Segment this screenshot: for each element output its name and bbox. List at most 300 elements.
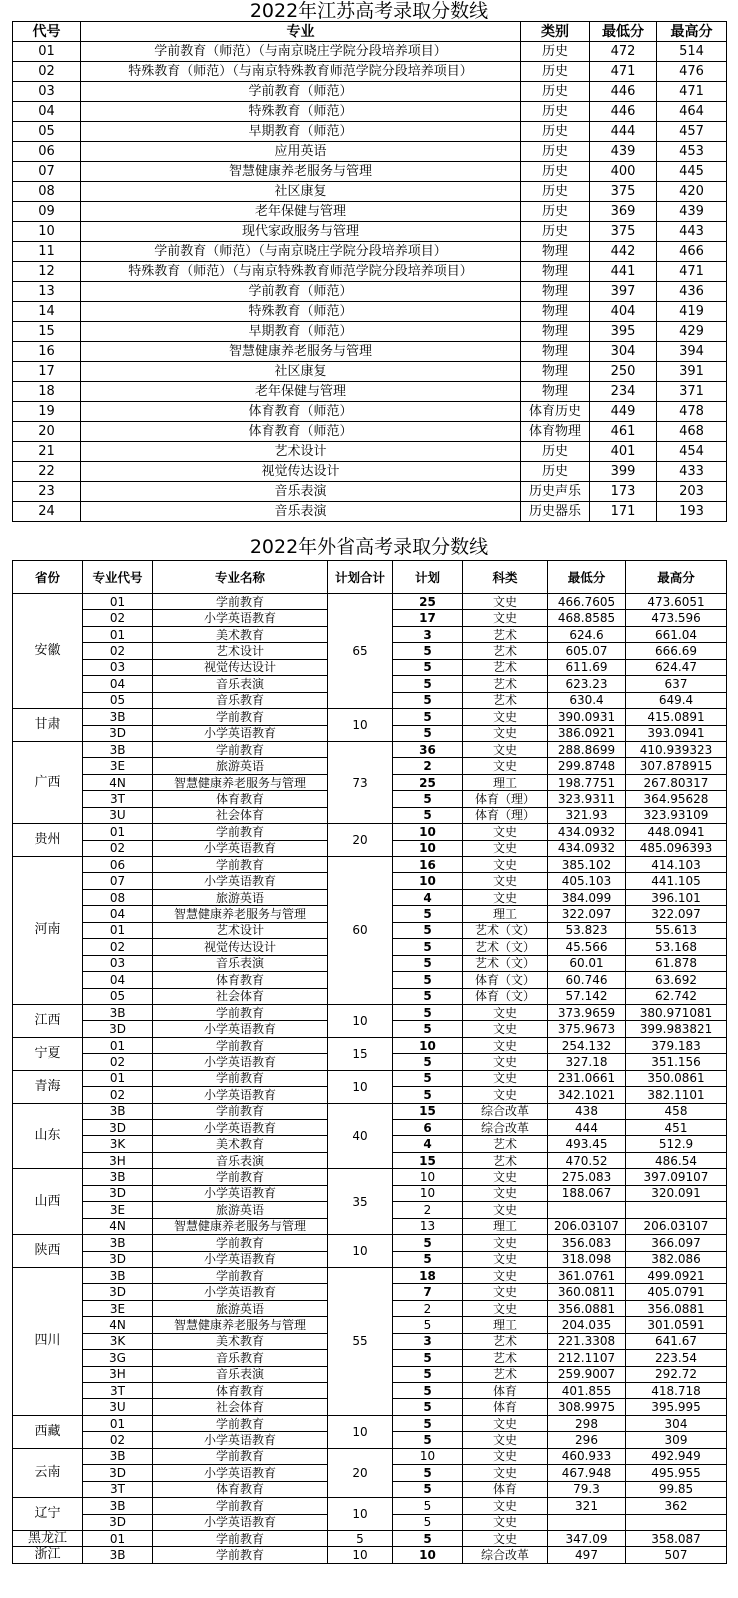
major-name-cell: 学前教育 <box>153 1103 328 1119</box>
major-code-cell: 03 <box>83 955 153 971</box>
major-code-cell: 3D <box>83 1514 153 1530</box>
major-code-cell: 04 <box>83 676 153 692</box>
category-cell: 物理 <box>521 342 590 362</box>
code-cell: 20 <box>13 422 81 442</box>
min-score-cell: 466.7605 <box>548 594 626 610</box>
header-min-score: 最低分 <box>590 22 657 42</box>
major-code-cell: 3H <box>83 1366 153 1382</box>
table-row <box>13 1235 727 1251</box>
category-cell: 历史 <box>521 462 590 482</box>
major-name-cell: 学前教育 <box>153 1169 328 1185</box>
major-cell: 视觉传达设计 <box>81 462 521 482</box>
major-code-cell: 08 <box>83 889 153 905</box>
table-row <box>13 1004 727 1020</box>
major-cell: 应用英语 <box>81 142 521 162</box>
major-code-cell: 3B <box>83 1235 153 1251</box>
major-code-cell: 01 <box>83 1070 153 1086</box>
min-score-cell: 434.0932 <box>548 840 626 856</box>
major-code-cell: 3U <box>83 807 153 823</box>
subject-type-cell: 文史 <box>463 1514 548 1530</box>
table-row <box>13 262 727 282</box>
table-row <box>13 1448 727 1464</box>
max-score-cell <box>626 1202 727 1218</box>
table-row <box>13 82 727 102</box>
major-code-cell: 3B <box>83 1498 153 1514</box>
max-score-cell: 206.03107 <box>626 1218 727 1234</box>
subject-type-cell: 体育 <box>463 1399 548 1415</box>
min-score-cell: 373.9659 <box>548 1004 626 1020</box>
plan-cell: 25 <box>393 594 463 610</box>
header-max-score: 最高分 <box>657 22 727 42</box>
province-cell: 江西 <box>13 1004 83 1037</box>
major-code-cell: 3K <box>83 1136 153 1152</box>
plan-cell: 10 <box>393 1169 463 1185</box>
table-row <box>13 1070 727 1086</box>
subject-type-cell: 文史 <box>463 1021 548 1037</box>
major-name-cell: 小学英语教育 <box>153 1087 328 1103</box>
plan-cell: 5 <box>393 955 463 971</box>
min-score-cell: 404 <box>590 302 657 322</box>
code-cell: 12 <box>13 262 81 282</box>
major-code-cell: 3T <box>83 1481 153 1497</box>
major-cell: 学前教育（师范）（与南京晓庄学院分段培养项目） <box>81 242 521 262</box>
header-category: 类别 <box>521 22 590 42</box>
max-score-cell: 399.983821 <box>626 1021 727 1037</box>
max-score-cell: 267.80317 <box>626 774 727 790</box>
plan-cell: 5 <box>393 1465 463 1481</box>
min-score-cell: 467.948 <box>548 1465 626 1481</box>
min-score-cell: 446 <box>590 102 657 122</box>
min-score-cell: 446 <box>590 82 657 102</box>
major-name-cell: 小学英语教育 <box>153 1251 328 1267</box>
other-provinces-table-title: 2022年外省高考录取分数线 <box>249 536 489 558</box>
header-plan-total: 计划合计 <box>328 561 393 594</box>
subject-type-cell: 文史 <box>463 594 548 610</box>
code-cell: 06 <box>13 142 81 162</box>
max-score-cell: 307.878915 <box>626 758 727 774</box>
plan-cell: 5 <box>393 791 463 807</box>
min-score-cell: 438 <box>548 1103 626 1119</box>
min-score-cell: 288.8699 <box>548 741 626 757</box>
max-score-cell: 454 <box>657 442 727 462</box>
min-score-cell: 623.23 <box>548 676 626 692</box>
max-score-cell: 322.097 <box>626 906 727 922</box>
max-score-cell: 55.613 <box>626 922 727 938</box>
max-score-cell: 405.0791 <box>626 1284 727 1300</box>
subject-type-cell: 体育（理） <box>463 791 548 807</box>
max-score-cell: 356.0881 <box>626 1300 727 1316</box>
table-row <box>13 242 727 262</box>
subject-type-cell: 艺术 <box>463 1152 548 1168</box>
max-score-cell: 309 <box>626 1432 727 1448</box>
max-score-cell <box>626 1514 727 1530</box>
table-row <box>13 422 727 442</box>
major-code-cell: 4N <box>83 1317 153 1333</box>
major-code-cell: 02 <box>83 1087 153 1103</box>
plan-cell: 5 <box>393 659 463 675</box>
plan-cell: 7 <box>393 1284 463 1300</box>
category-cell: 历史 <box>521 142 590 162</box>
province-cell: 贵州 <box>13 824 83 857</box>
plan-total-cell: 10 <box>328 709 393 742</box>
max-score-cell: 193 <box>657 502 727 522</box>
min-score-cell: 395 <box>590 322 657 342</box>
max-score-cell: 320.091 <box>626 1185 727 1201</box>
min-score-cell: 471 <box>590 62 657 82</box>
major-code-cell: 02 <box>83 610 153 626</box>
table-row <box>13 709 727 725</box>
min-score-cell: 79.3 <box>548 1481 626 1497</box>
jiangsu-scores-table <box>12 21 727 522</box>
plan-cell: 5 <box>393 1350 463 1366</box>
major-name-cell: 学前教育 <box>153 1530 328 1546</box>
plan-cell: 5 <box>393 1317 463 1333</box>
major-cell: 智慧健康养老服务与管理 <box>81 342 521 362</box>
max-score-cell: 507 <box>626 1547 727 1563</box>
max-score-cell: 63.692 <box>626 972 727 988</box>
major-name-cell: 艺术设计 <box>153 643 328 659</box>
min-score-cell: 375 <box>590 222 657 242</box>
min-score-cell: 327.18 <box>548 1054 626 1070</box>
category-cell: 历史器乐 <box>521 502 590 522</box>
subject-type-cell: 文史 <box>463 1465 548 1481</box>
max-score-cell: 649.4 <box>626 692 727 708</box>
plan-cell: 5 <box>393 1481 463 1497</box>
max-score-cell: 495.955 <box>626 1465 727 1481</box>
plan-cell: 5 <box>393 643 463 659</box>
plan-cell: 5 <box>393 1235 463 1251</box>
category-cell: 体育物理 <box>521 422 590 442</box>
major-code-cell: 06 <box>83 857 153 873</box>
plan-cell: 25 <box>393 774 463 790</box>
category-cell: 物理 <box>521 282 590 302</box>
min-score-cell: 399 <box>590 462 657 482</box>
min-score-cell: 212.1107 <box>548 1350 626 1366</box>
max-score-cell: 419 <box>657 302 727 322</box>
major-cell: 艺术设计 <box>81 442 521 462</box>
major-name-cell: 音乐表演 <box>153 1152 328 1168</box>
major-name-cell: 旅游英语 <box>153 889 328 905</box>
major-name-cell: 学前教育 <box>153 1498 328 1514</box>
major-name-cell: 智慧健康养老服务与管理 <box>153 1317 328 1333</box>
plan-cell: 10 <box>393 1037 463 1053</box>
subject-type-cell: 艺术（文） <box>463 922 548 938</box>
subject-type-cell: 理工 <box>463 906 548 922</box>
max-score-cell: 301.0591 <box>626 1317 727 1333</box>
plan-cell: 10 <box>393 840 463 856</box>
min-score-cell: 461 <box>590 422 657 442</box>
table-row <box>13 462 727 482</box>
major-name-cell: 小学英语教育 <box>153 1432 328 1448</box>
min-score-cell: 472 <box>590 42 657 62</box>
max-score-cell: 203 <box>657 482 727 502</box>
subject-type-cell: 综合改革 <box>463 1103 548 1119</box>
plan-cell: 18 <box>393 1267 463 1283</box>
max-score-cell: 292.72 <box>626 1366 727 1382</box>
major-code-cell: 3U <box>83 1399 153 1415</box>
min-score-cell: 342.1021 <box>548 1087 626 1103</box>
subject-type-cell: 艺术 <box>463 1136 548 1152</box>
header-min-score: 最低分 <box>548 561 626 594</box>
max-score-cell: 485.096393 <box>626 840 727 856</box>
table-row <box>13 382 727 402</box>
major-cell: 老年保健与管理 <box>81 382 521 402</box>
max-score-cell: 492.949 <box>626 1448 727 1464</box>
major-cell: 现代家政服务与管理 <box>81 222 521 242</box>
major-code-cell: 05 <box>83 692 153 708</box>
header-major: 专业 <box>81 22 521 42</box>
min-score-cell: 441 <box>590 262 657 282</box>
plan-cell: 4 <box>393 1136 463 1152</box>
subject-type-cell: 艺术（文） <box>463 939 548 955</box>
major-name-cell: 体育教育 <box>153 1383 328 1399</box>
plan-cell: 5 <box>393 1432 463 1448</box>
major-name-cell: 学前教育 <box>153 857 328 873</box>
min-score-cell: 384.099 <box>548 889 626 905</box>
code-cell: 24 <box>13 502 81 522</box>
max-score-cell: 468 <box>657 422 727 442</box>
category-cell: 物理 <box>521 262 590 282</box>
major-code-cell: 3T <box>83 1383 153 1399</box>
max-score-cell: 433 <box>657 462 727 482</box>
major-code-cell: 3B <box>83 1448 153 1464</box>
plan-cell: 5 <box>393 1070 463 1086</box>
major-code-cell: 4N <box>83 1218 153 1234</box>
min-score-cell: 401.855 <box>548 1383 626 1399</box>
subject-type-cell: 文史 <box>463 1498 548 1514</box>
major-name-cell: 学前教育 <box>153 594 328 610</box>
major-name-cell: 学前教育 <box>153 1415 328 1431</box>
min-score-cell: 304 <box>590 342 657 362</box>
table-row <box>13 102 727 122</box>
major-cell: 特殊教育（师范） <box>81 302 521 322</box>
major-code-cell: 3E <box>83 758 153 774</box>
table-row <box>13 1169 727 1185</box>
major-name-cell: 学前教育 <box>153 1037 328 1053</box>
major-cell: 特殊教育（师范）（与南京特殊教育师范学院分段培养项目） <box>81 62 521 82</box>
plan-cell: 10 <box>393 1185 463 1201</box>
plan-cell: 17 <box>393 610 463 626</box>
province-cell: 黑龙江 <box>13 1530 83 1546</box>
max-score-cell: 358.087 <box>626 1530 727 1546</box>
category-cell: 历史 <box>521 82 590 102</box>
min-score-cell: 254.132 <box>548 1037 626 1053</box>
province-cell: 广西 <box>13 741 83 823</box>
plan-cell: 5 <box>393 1251 463 1267</box>
major-code-cell: 03 <box>83 659 153 675</box>
major-cell: 学前教育（师范） <box>81 282 521 302</box>
major-cell: 智慧健康养老服务与管理 <box>81 162 521 182</box>
min-score-cell: 206.03107 <box>548 1218 626 1234</box>
min-score-cell: 630.4 <box>548 692 626 708</box>
plan-cell: 5 <box>393 939 463 955</box>
plan-total-cell: 10 <box>328 1070 393 1103</box>
subject-type-cell: 艺术 <box>463 1366 548 1382</box>
min-score-cell: 605.07 <box>548 643 626 659</box>
max-score-cell: 429 <box>657 322 727 342</box>
min-score-cell: 221.3308 <box>548 1333 626 1349</box>
subject-type-cell: 艺术 <box>463 643 548 659</box>
min-score-cell: 361.0761 <box>548 1267 626 1283</box>
max-score-cell: 418.718 <box>626 1383 727 1399</box>
table-row <box>13 1547 727 1563</box>
table-row <box>13 741 727 757</box>
min-score-cell: 323.9311 <box>548 791 626 807</box>
major-name-cell: 学前教育 <box>153 1070 328 1086</box>
plan-cell: 5 <box>393 807 463 823</box>
table-row <box>13 302 727 322</box>
header-province: 省份 <box>13 561 83 594</box>
max-score-cell: 395.995 <box>626 1399 727 1415</box>
plan-cell: 5 <box>393 906 463 922</box>
major-code-cell: 3B <box>83 1547 153 1563</box>
plan-cell: 5 <box>393 922 463 938</box>
major-name-cell: 学前教育 <box>153 1004 328 1020</box>
category-cell: 历史声乐 <box>521 482 590 502</box>
subject-type-cell: 体育（文） <box>463 988 548 1004</box>
plan-cell: 4 <box>393 889 463 905</box>
category-cell: 物理 <box>521 302 590 322</box>
category-cell: 物理 <box>521 362 590 382</box>
plan-cell: 5 <box>393 1004 463 1020</box>
min-score-cell: 444 <box>590 122 657 142</box>
major-code-cell: 3B <box>83 741 153 757</box>
max-score-cell: 62.742 <box>626 988 727 1004</box>
min-score-cell: 188.067 <box>548 1185 626 1201</box>
table-row <box>13 857 727 873</box>
subject-type-cell: 文史 <box>463 1169 548 1185</box>
category-cell: 物理 <box>521 322 590 342</box>
min-score-cell: 375.9673 <box>548 1021 626 1037</box>
plan-cell: 5 <box>393 709 463 725</box>
max-score-cell: 366.097 <box>626 1235 727 1251</box>
major-code-cell: 3B <box>83 709 153 725</box>
plan-cell: 10 <box>393 824 463 840</box>
min-score-cell: 275.083 <box>548 1169 626 1185</box>
major-code-cell: 3E <box>83 1300 153 1316</box>
table-row <box>13 1415 727 1431</box>
table-row <box>13 442 727 462</box>
major-name-cell: 智慧健康养老服务与管理 <box>153 906 328 922</box>
max-score-cell: 396.101 <box>626 889 727 905</box>
min-score-cell: 390.0931 <box>548 709 626 725</box>
subject-type-cell: 体育（文） <box>463 972 548 988</box>
major-cell: 学前教育（师范） <box>81 82 521 102</box>
subject-type-cell: 文史 <box>463 1202 548 1218</box>
max-score-cell: 453 <box>657 142 727 162</box>
max-score-cell: 371 <box>657 382 727 402</box>
major-name-cell: 智慧健康养老服务与管理 <box>153 774 328 790</box>
major-code-cell: 3H <box>83 1152 153 1168</box>
max-score-cell: 457 <box>657 122 727 142</box>
min-score-cell: 356.0881 <box>548 1300 626 1316</box>
major-name-cell: 小学英语教育 <box>153 1514 328 1530</box>
category-cell: 历史 <box>521 202 590 222</box>
major-name-cell: 小学英语教育 <box>153 1021 328 1037</box>
code-cell: 22 <box>13 462 81 482</box>
max-score-cell: 410.939323 <box>626 741 727 757</box>
code-cell: 23 <box>13 482 81 502</box>
major-cell: 体育教育（师范） <box>81 402 521 422</box>
major-name-cell: 学前教育 <box>153 709 328 725</box>
max-score-cell: 362 <box>626 1498 727 1514</box>
subject-type-cell: 综合改革 <box>463 1547 548 1563</box>
major-name-cell: 视觉传达设计 <box>153 939 328 955</box>
max-score-cell: 382.086 <box>626 1251 727 1267</box>
province-cell: 西藏 <box>13 1415 83 1448</box>
min-score-cell: 460.933 <box>548 1448 626 1464</box>
max-score-cell: 441.105 <box>626 873 727 889</box>
major-name-cell: 学前教育 <box>153 741 328 757</box>
province-cell: 四川 <box>13 1267 83 1415</box>
major-code-cell: 02 <box>83 1054 153 1070</box>
major-name-cell: 旅游英语 <box>153 1300 328 1316</box>
major-code-cell: 3D <box>83 1251 153 1267</box>
major-code-cell: 3T <box>83 791 153 807</box>
major-cell: 音乐表演 <box>81 502 521 522</box>
major-code-cell: 3D <box>83 1120 153 1136</box>
plan-cell: 2 <box>393 1202 463 1218</box>
major-name-cell: 小学英语教育 <box>153 610 328 626</box>
min-score-cell: 321.93 <box>548 807 626 823</box>
min-score-cell: 299.8748 <box>548 758 626 774</box>
subject-type-cell: 文史 <box>463 1284 548 1300</box>
category-cell: 物理 <box>521 382 590 402</box>
code-cell: 16 <box>13 342 81 362</box>
max-score-cell: 666.69 <box>626 643 727 659</box>
max-score-cell: 464 <box>657 102 727 122</box>
max-score-cell: 415.0891 <box>626 709 727 725</box>
code-cell: 04 <box>13 102 81 122</box>
table-row <box>13 1103 727 1119</box>
max-score-cell: 466 <box>657 242 727 262</box>
category-cell: 历史 <box>521 42 590 62</box>
major-cell: 体育教育（师范） <box>81 422 521 442</box>
province-cell: 安徽 <box>13 594 83 709</box>
max-score-cell: 393.0941 <box>626 725 727 741</box>
plan-total-cell: 35 <box>328 1169 393 1235</box>
max-score-cell: 448.0941 <box>626 824 727 840</box>
table-row <box>13 42 727 62</box>
major-code-cell: 01 <box>83 1415 153 1431</box>
plan-total-cell: 10 <box>328 1415 393 1448</box>
major-name-cell: 旅游英语 <box>153 758 328 774</box>
major-name-cell: 音乐表演 <box>153 955 328 971</box>
code-cell: 07 <box>13 162 81 182</box>
min-score-cell: 360.0811 <box>548 1284 626 1300</box>
major-cell: 特殊教育（师范）（与南京特殊教育师范学院分段培养项目） <box>81 262 521 282</box>
max-score-cell: 304 <box>626 1415 727 1431</box>
subject-type-cell: 体育 <box>463 1383 548 1399</box>
plan-cell: 5 <box>393 988 463 1004</box>
subject-type-cell: 艺术 <box>463 692 548 708</box>
province-cell: 浙江 <box>13 1547 83 1563</box>
min-score-cell: 308.9975 <box>548 1399 626 1415</box>
category-cell: 历史 <box>521 442 590 462</box>
plan-total-cell: 10 <box>328 1235 393 1268</box>
min-score-cell: 53.823 <box>548 922 626 938</box>
major-name-cell: 视觉传达设计 <box>153 659 328 675</box>
max-score-cell: 394 <box>657 342 727 362</box>
min-score-cell: 434.0932 <box>548 824 626 840</box>
table-row <box>13 62 727 82</box>
major-name-cell: 体育教育 <box>153 972 328 988</box>
major-name-cell: 小学英语教育 <box>153 1054 328 1070</box>
code-cell: 11 <box>13 242 81 262</box>
major-name-cell: 学前教育 <box>153 824 328 840</box>
plan-cell: 15 <box>393 1152 463 1168</box>
table-row <box>13 1530 727 1546</box>
